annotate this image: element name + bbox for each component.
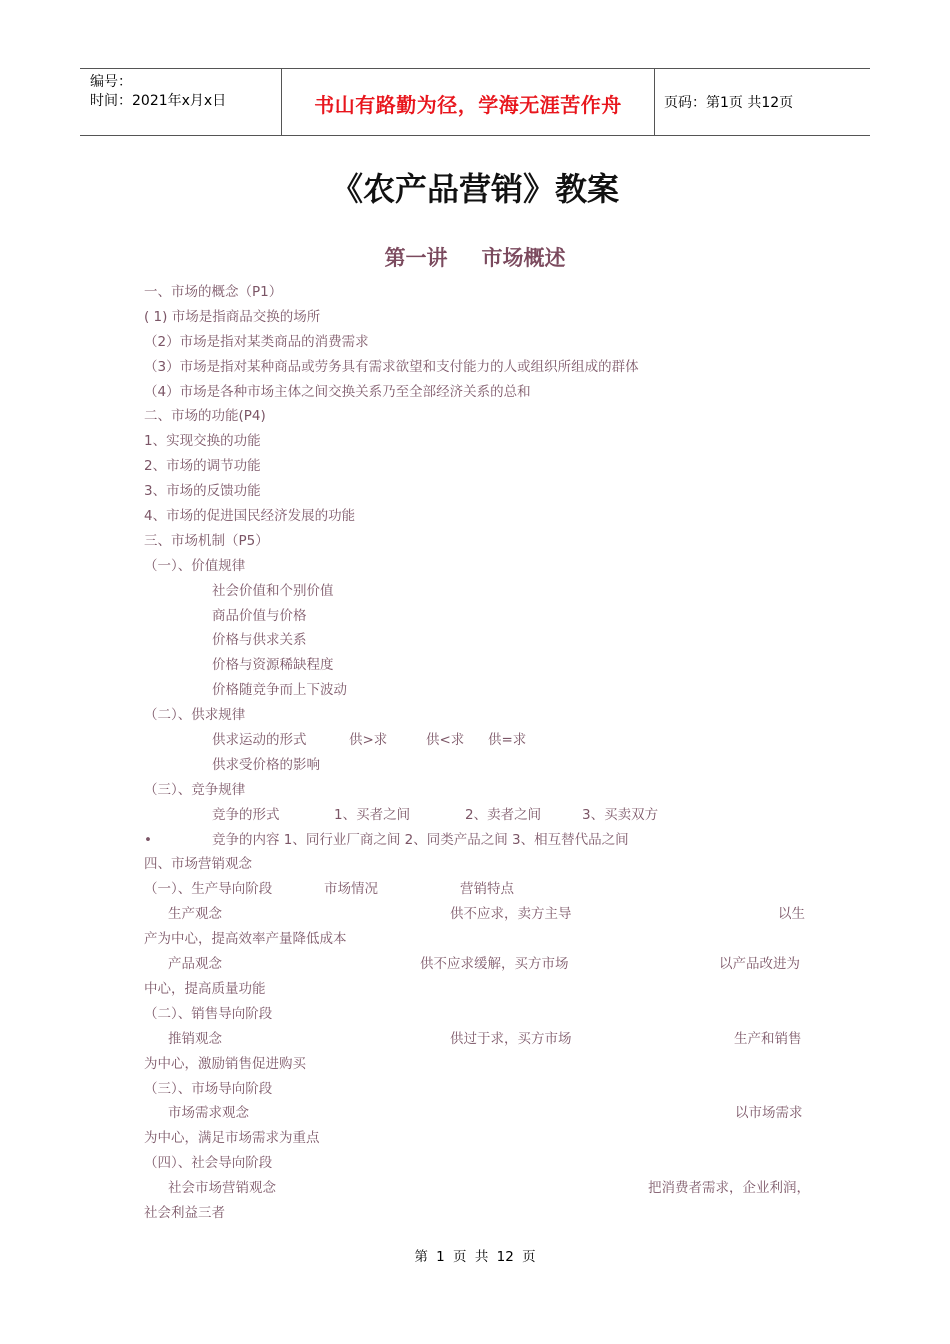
lesson-body: [144, 280, 824, 1226]
text-cell: 供不应求缓解，买方市场: [420, 956, 569, 973]
text-line: 中心，提高质量功能: [144, 980, 266, 997]
text-line-columns: [144, 1101, 824, 1126]
text-cell: 市场情况: [324, 881, 378, 898]
text-cell: 产品观念: [168, 956, 222, 973]
text-line: （三）、竞争规律: [144, 781, 246, 798]
text-cell: 以生: [778, 906, 805, 923]
header-meta-cell: [80, 69, 282, 135]
header-page-cell: [655, 69, 870, 135]
text-cell: 竞争的形式: [212, 806, 280, 823]
text-line: （二）、供求规律: [144, 707, 246, 724]
text-line: 2、市场的调节功能: [144, 458, 261, 475]
text-cell: 生产观念: [168, 906, 222, 923]
text-line: 二、市场的功能(P4): [144, 408, 266, 425]
text-cell: 竞争的内容 1、同行业厂商之间 2、同类产品之间 3、相互替代品之间: [212, 831, 629, 848]
text-cell: 供不应求，卖方主导: [450, 906, 572, 923]
text-line-columns: [144, 803, 824, 828]
text-line: 4、市场的促进国民经济发展的功能: [144, 508, 356, 525]
text-cell: 生产和销售: [734, 1030, 802, 1047]
text-line: 商品价值与价格: [212, 607, 307, 624]
page-footer: 第 1 页 共 12 页: [414, 1249, 536, 1265]
text-line: 1、实现交换的功能: [144, 433, 261, 450]
text-line: （一）、价值规律: [144, 557, 246, 574]
text-line-columns: [144, 902, 824, 927]
text-line: 三、市场机制（P5）: [144, 532, 269, 549]
text-cell: 供求运动的形式: [212, 732, 307, 749]
text-cell: 供过于求，买方市场: [450, 1030, 572, 1047]
lecture-name: 市场概述: [481, 246, 566, 270]
text-line: 价格与资源稀缺程度: [212, 657, 334, 674]
lecture-heading: [0, 242, 950, 272]
text-cell: 社会市场营销观念: [168, 1180, 276, 1197]
text-line: （四）、社会导向阶段: [144, 1155, 273, 1172]
text-cell: 以产品改进为: [719, 956, 800, 973]
text-line-bulleted: [144, 828, 824, 853]
text-cell: 1、买者之间: [334, 806, 411, 823]
page-info: 页码：第1页 共12页: [664, 95, 794, 111]
text-line: 供求受价格的影响: [212, 756, 320, 773]
date-label: 时间：2021年x月x日: [90, 93, 227, 109]
text-line: （二）、销售导向阶段: [144, 1005, 273, 1022]
text-line: 一、市场的概念（P1）: [144, 284, 283, 300]
text-cell: 3、买卖双方: [582, 806, 659, 823]
number-label: 编号：: [90, 74, 132, 90]
text-line-columns: [144, 1027, 824, 1052]
text-line: 四、市场营销观念: [144, 856, 252, 873]
text-cell: （一）、生产导向阶段: [144, 881, 273, 898]
lecture-number: 第一讲: [384, 246, 448, 270]
text-line-columns: [144, 1176, 824, 1201]
text-line: 社会价值和个别价值: [212, 582, 334, 599]
text-line: （2）市场是指对某类商品的消费需求: [144, 333, 369, 350]
text-cell: 2、卖者之间: [465, 806, 542, 823]
text-line: （3）市场是指对某种商品或劳务具有需求欲望和支付能力的人或组织所组成的群体: [144, 358, 639, 375]
document-title: 《农产品营销》教案: [330, 170, 619, 208]
text-line: ( 1) 市场是指商品交换的场所: [144, 308, 321, 325]
text-line: 为中心，激励销售促进购买: [144, 1055, 306, 1072]
text-line-columns: [144, 877, 824, 902]
header-motto-cell: [282, 69, 655, 135]
text-cell: 营销特点: [460, 881, 514, 898]
text-line: 价格随竞争而上下波动: [212, 682, 347, 699]
text-cell: 供>求: [349, 732, 388, 749]
text-cell: 市场需求观念: [168, 1105, 249, 1122]
motto: 书山有路勤为径，学海无涯苦作舟: [314, 93, 622, 117]
text-line: （4）市场是各种市场主体之间交换关系乃至全部经济关系的总和: [144, 383, 531, 400]
text-cell: 供=求: [488, 732, 527, 749]
text-cell: 把消费者需求，企业利润，: [648, 1180, 810, 1197]
text-line-columns: [144, 728, 824, 753]
text-cell: 以市场需求: [735, 1105, 803, 1122]
text-cell: 推销观念: [168, 1030, 222, 1047]
text-line: 产为中心，提高效率产量降低成本: [144, 931, 347, 948]
text-line: 3、市场的反馈功能: [144, 483, 261, 500]
text-line: 社会利益三者: [144, 1204, 225, 1221]
bullet-icon: •: [144, 831, 152, 848]
text-line: 价格与供求关系: [212, 632, 307, 649]
text-line: 为中心，满足市场需求为重点: [144, 1130, 320, 1147]
header-table: [80, 68, 870, 136]
text-line-columns: [144, 952, 824, 977]
text-cell: 供<求: [426, 732, 465, 749]
text-line: （三）、市场导向阶段: [144, 1080, 273, 1097]
